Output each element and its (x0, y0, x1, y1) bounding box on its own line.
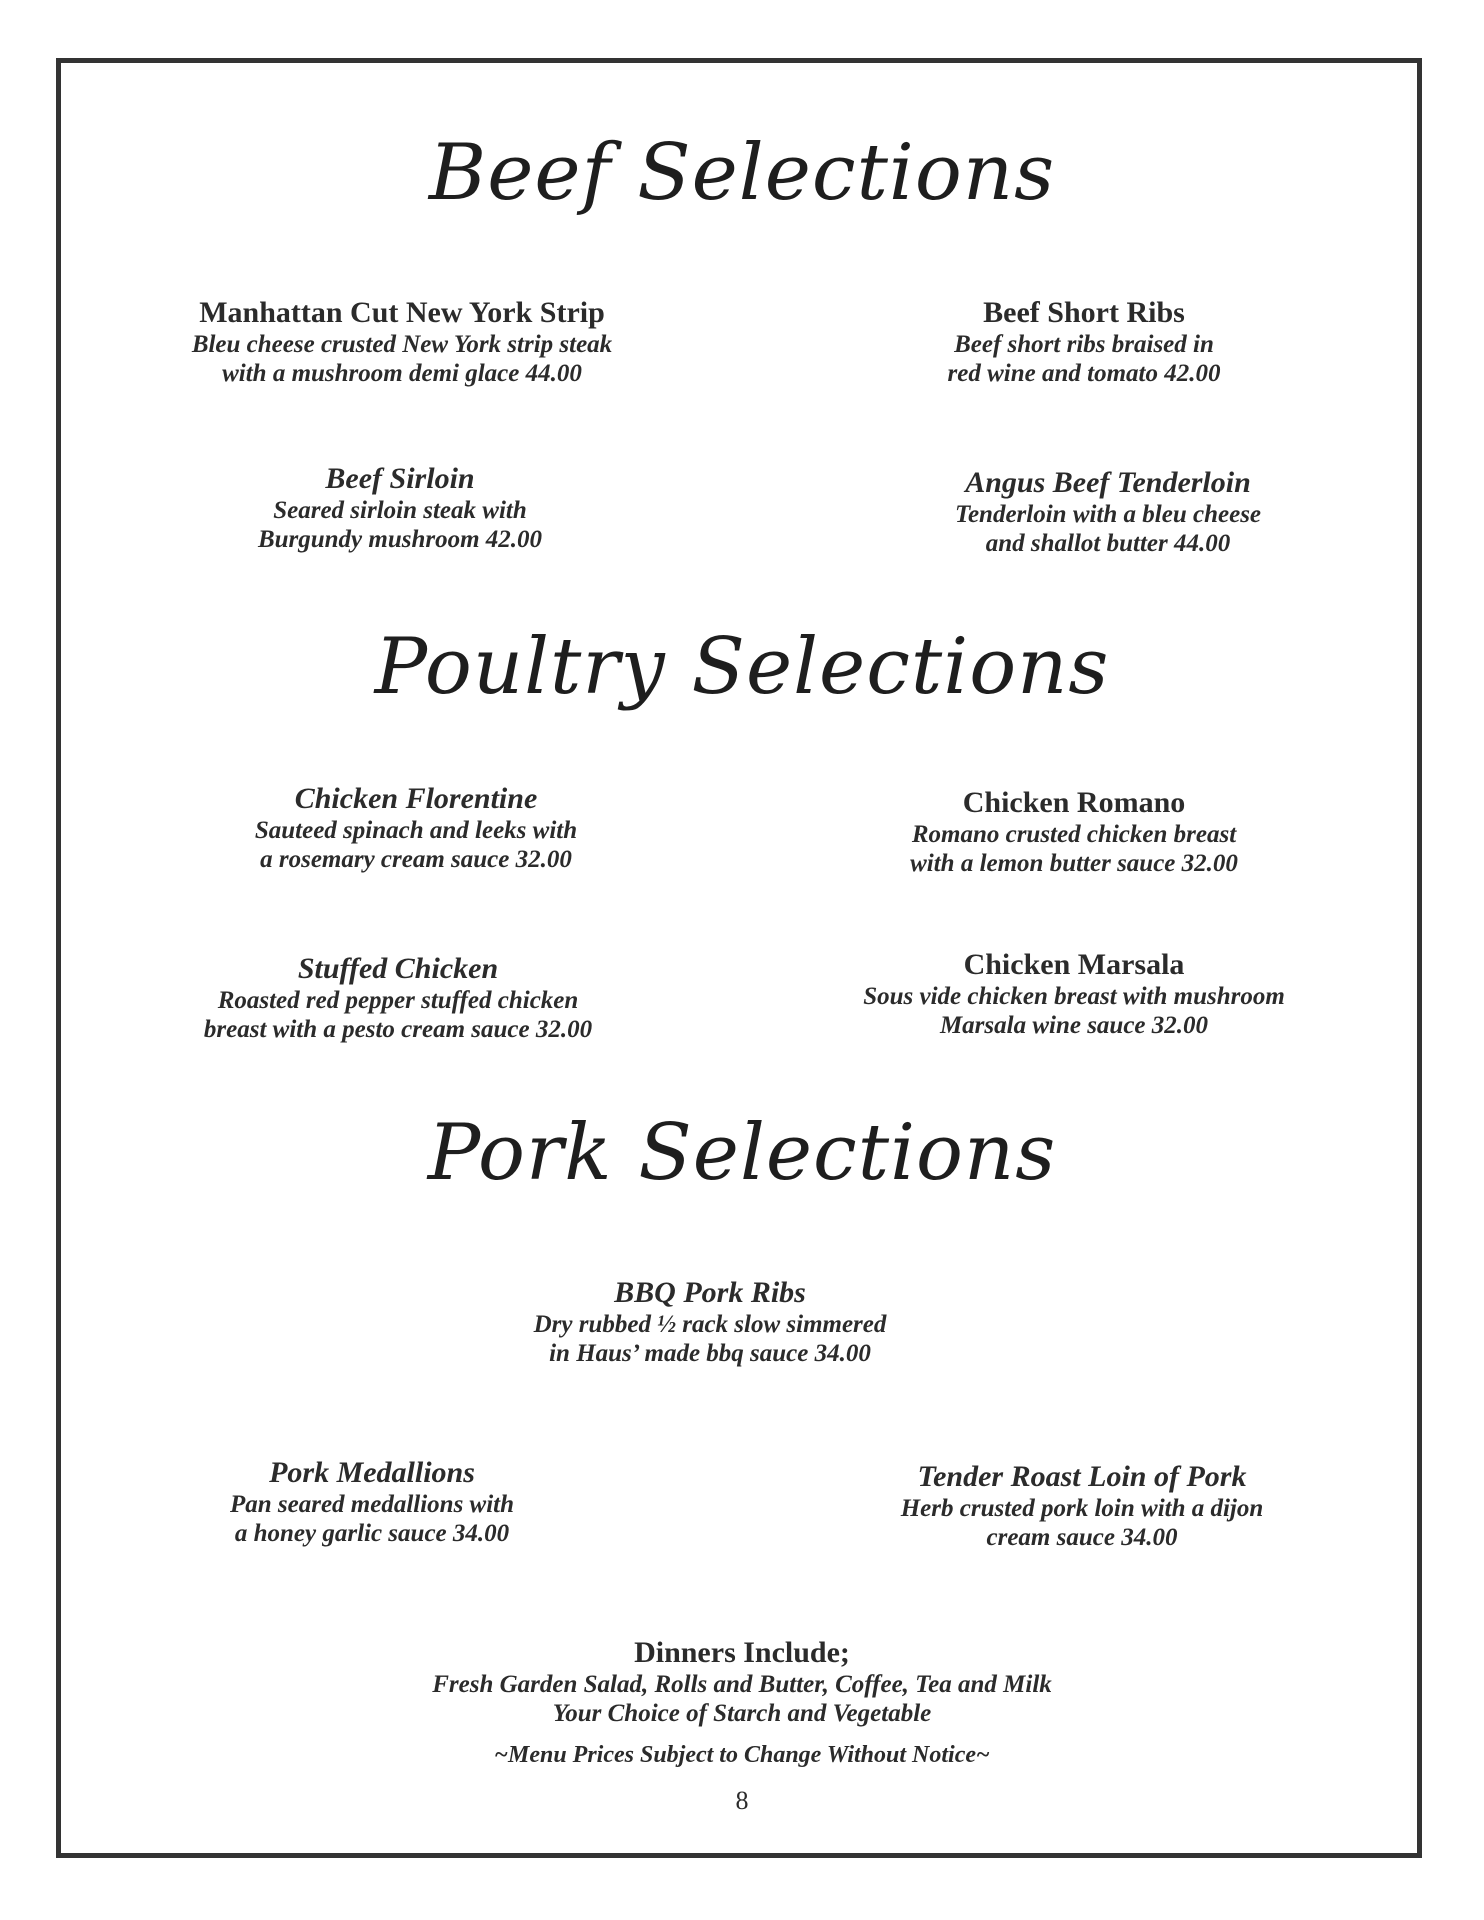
item-desc-line2: breast with a pesto cream sauce 32.00 (203, 1016, 593, 1043)
menu-item-bbq-pork-ribs (410, 1276, 1010, 1368)
item-desc-line1: Roasted red pepper stuffed chicken (217, 987, 579, 1014)
item-name: Manhattan Cut New York Strip (199, 296, 605, 329)
item-desc-line2: and shallot butter 44.00 (985, 530, 1231, 557)
item-desc-line1: Dry rubbed ½ rack slow simmered (533, 1311, 887, 1338)
item-desc-line2: Burgundy mushroom 42.00 (257, 526, 543, 553)
menu-item-chicken-marsala (774, 948, 1374, 1040)
menu-item-beef-short-ribs (784, 296, 1384, 388)
dinners-include-heading: Dinners Include; (634, 1636, 850, 1669)
menu-item-pork-medallions (72, 1456, 672, 1548)
item-desc-line2: with a lemon butter sauce 32.00 (910, 850, 1238, 877)
menu-item-beef-sirloin (100, 462, 700, 554)
menu-item-chicken-romano (774, 786, 1374, 878)
pork-section-title: Pork Selections (427, 1108, 1057, 1198)
item-name: Chicken Florentine (294, 782, 538, 815)
item-name: BBQ Pork Ribs (614, 1276, 806, 1309)
item-name: Tender Roast Loin of Pork (917, 1460, 1247, 1493)
page-number: 8 (735, 1786, 749, 1815)
item-desc-line1: Sous vide chicken breast with mushroom (863, 983, 1285, 1010)
item-name: Beef Sirloin (325, 462, 475, 495)
menu-item-chicken-florentine (116, 782, 716, 874)
item-name: Beef Short Ribs (983, 296, 1185, 329)
item-desc-line2: in Haus’ made bbq sauce 34.00 (549, 1340, 871, 1367)
dinners-include-line2: Your Choice of Starch and Vegetable (552, 1700, 932, 1727)
menu-item-roast-loin-of-pork (782, 1460, 1382, 1552)
menu-item-angus-tenderloin (808, 466, 1408, 558)
item-name: Stuffed Chicken (297, 952, 499, 985)
dinners-include-line1: Fresh Garden Salad, Rolls and Butter, Coffee, Tea and Milk (432, 1671, 1052, 1698)
poultry-section-title: Poultry Selections (374, 622, 1110, 712)
item-desc-line1: Herb crusted pork loin with a dijon (900, 1495, 1264, 1522)
item-desc-line2: a honey garlic sauce 34.00 (234, 1520, 510, 1547)
item-name: Angus Beef Tenderloin (965, 466, 1251, 499)
price-notice: ~Menu Prices Subject to Change Without Notice~ (494, 1742, 990, 1768)
item-desc-line1: Pan seared medallions with (229, 1491, 515, 1518)
item-desc-line2: a rosemary cream sauce 32.00 (260, 846, 572, 873)
beef-section-title: Beef Selections (428, 128, 1056, 218)
item-desc-line1: Sauteed spinach and leeks with (254, 817, 578, 844)
item-desc-line2: with a mushroom demi glace 44.00 (222, 360, 582, 387)
menu-item-manhattan-strip (102, 296, 702, 388)
item-desc-line1: Tenderloin with a bleu cheese (954, 501, 1262, 528)
item-desc-line2: red wine and tomato 42.00 (947, 360, 1221, 387)
item-desc-line1: Seared sirloin steak with (273, 497, 527, 524)
item-name: Chicken Romano (962, 786, 1186, 819)
menu-item-stuffed-chicken (98, 952, 698, 1044)
item-desc-line1: Romano crusted chicken breast (911, 821, 1237, 848)
dinners-include-block (0, 1636, 1484, 1728)
item-name: Chicken Marsala (963, 948, 1185, 981)
item-desc-line1: Beef short ribs braised in (954, 331, 1214, 358)
item-desc-line2: Marsala wine sauce 32.00 (939, 1012, 1209, 1039)
item-desc-line2: cream sauce 34.00 (986, 1524, 1178, 1551)
item-name: Pork Medallions (269, 1456, 475, 1489)
item-desc-line1: Bleu cheese crusted New York strip steak (191, 331, 613, 358)
